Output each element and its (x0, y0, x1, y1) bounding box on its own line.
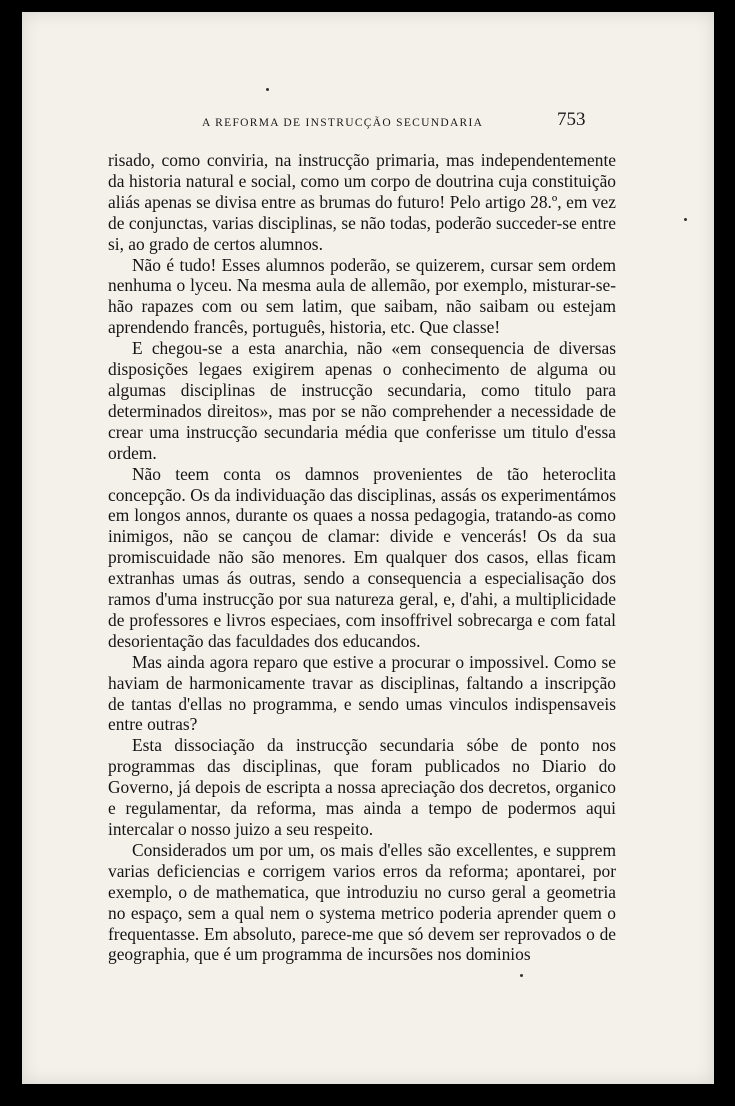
print-speck (520, 974, 523, 977)
print-speck (684, 218, 687, 221)
paragraph: Mas ainda agora reparo que estive a procurar o impossivel. Como se haviam de harmonicamente travar as disciplinas, faltando a inscripção de tantas d'ellas no programma, e sendo umas vinculos indispensaveis entre outras? (108, 651, 616, 735)
paragraph: Esta dissociação da instrucção secundaria sóbe de ponto nos programmas das disciplinas, que foram publicados no Diario do Governo, já depois de escripta a nossa apreciação dos decretos, organico e regulamentar, da reforma, mas ainda a tempo de podermos aqui intercalar o nosso juizo a seu respeito. (108, 735, 616, 839)
page-number: 753 (557, 109, 586, 130)
running-title: A REFORMA DE INSTRUCÇÃO SECUNDARIA (202, 117, 484, 129)
paragraph: Considerados um por um, os mais d'elles são excellentes, e supprem varias deficiencias e corrigem varios erros da reforma; apontarei, por exemplo, o de mathematica, que introduziu no curso geral a geometria no espaço, sem a qual nem o systema metrico poderia aprender quem o frequentasse. Em absoluto, parece-me que só devem ser reprovados o de geographia, que é um programma de incursões nos dominios (108, 839, 616, 965)
body-text (108, 150, 616, 965)
print-speck (266, 88, 269, 91)
paragraph: risado, como conviria, na instrucção primaria, mas independentemente da historia natural e social, como um corpo de doutrina cuja constituição aliás apenas se divisa entre as brumas do futuro! Pelo artigo 28.º, em vez de conjunctas, varias disciplinas, se não todas, poderão succeder-se entre si, ao grado de certos alumnos. (108, 150, 616, 254)
page-header (22, 107, 714, 137)
book-page (22, 12, 714, 1084)
paragraph: E chegou-se a esta anarchia, não «em consequencia de diversas disposições legaes exigirem apenas o conhecimento de alguma ou algumas disciplinas de instrucção secundaria, como titulo para determinados direitos», mas por se não comprehender a necessidade de crear uma instrucção secundaria média que conferisse um titulo d'essa ordem. (108, 338, 616, 463)
paragraph: Não teem conta os damnos provenientes de tão heteroclita concepção. Os da individuação das disciplinas, assás os experimentámos em longos annos, durante os quaes a nossa pedagogia, tratando-as como inimigos, não se cançou de clamar: divide e vencerás! Os da sua promiscuidade não são menores. Em qualquer dos casos, ellas ficam extranhas umas ás outras, sendo a consequencia a especialisação dos ramos d'uma instrucção por sua natureza geral, e, d'ahi, a multiplicidade de professores e livros especiaes, com insoffrivel sobrecarga e com fatal desorientação das faculdades dos educandos. (108, 463, 616, 651)
paragraph: Não é tudo! Esses alumnos poderão, se quizerem, cursar sem ordem nenhuma o lyceu. Na mesma aula de allemão, por exemplo, misturar-se-hão rapazes com ou sem latim, que saibam, não saibam ou estejam aprendendo francês, português, historia, etc. Que classe! (108, 254, 616, 338)
